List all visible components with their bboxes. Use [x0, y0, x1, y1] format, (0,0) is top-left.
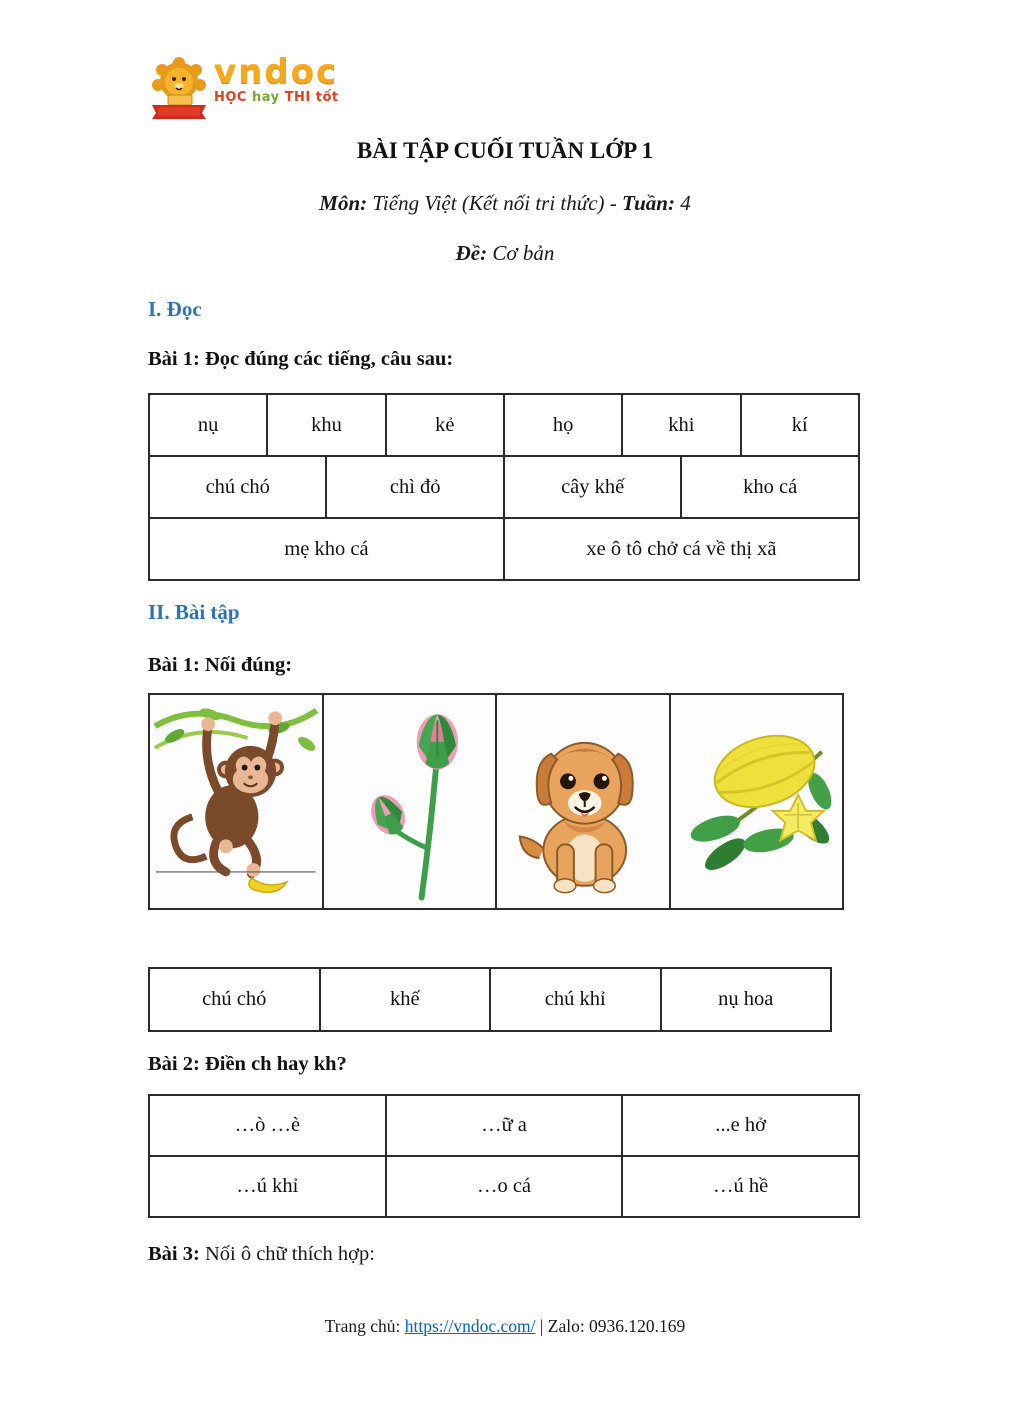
section-heading-doc: I. Đọc: [148, 297, 202, 321]
reading-cell: nụ: [149, 394, 267, 456]
document-title: BÀI TẬP CUỐI TUẦN LỚP 1: [356, 138, 654, 163]
table-row: [149, 1095, 859, 1156]
reading-cell: khi: [622, 394, 740, 456]
reading-cell: kí: [741, 394, 859, 456]
footer-prefix: Trang chủ:: [324, 1316, 405, 1336]
fill-cell: …ữ a: [386, 1095, 623, 1156]
star-fruit-image: [674, 699, 840, 905]
word-cell: chú chó: [149, 968, 320, 1031]
fill-in-table: [148, 1094, 860, 1218]
table-row: [149, 518, 859, 580]
reading-cell: chì đỏ: [326, 456, 503, 518]
tagline-hoc: HỌC: [214, 90, 247, 105]
subject-value: Tiếng Việt (Kết nối tri thức) -: [367, 191, 623, 215]
table-row: [149, 968, 831, 1031]
reading-cell: khu: [267, 394, 385, 456]
fill-cell: ...e hở: [622, 1095, 859, 1156]
picture-cell-puppy: [496, 694, 670, 909]
tagline-tot: tốt: [315, 90, 339, 105]
monkey-on-vine-image: [153, 699, 319, 905]
logo-tagline: [214, 90, 339, 105]
fill-cell: …ú hề: [622, 1156, 859, 1217]
reading-table: [148, 393, 860, 581]
fill-cell: …ú khỉ: [149, 1156, 386, 1217]
word-table: [148, 967, 832, 1032]
word-cell: chú khỉ: [490, 968, 661, 1031]
table-row: [149, 694, 843, 909]
homepage-link[interactable]: https://vndoc.com/: [404, 1316, 536, 1336]
reading-cell: xe ô tô chở cá về thị xã: [504, 518, 859, 580]
bai2-label: Bài 2: Điền ch hay kh?: [148, 1053, 347, 1075]
vndoc-logo: [148, 52, 339, 123]
logo-brand: vndoc: [214, 52, 339, 92]
table-row: [149, 394, 859, 456]
flower-buds-image: [327, 699, 493, 905]
footer-suffix: | Zalo: 0936.120.169: [535, 1316, 686, 1336]
week-label: Tuần:: [622, 191, 675, 215]
reading-cell: kẻ: [386, 394, 504, 456]
fill-cell: …o cá: [386, 1156, 623, 1217]
reading-cell: mẹ kho cá: [149, 518, 504, 580]
exam-type-label: Đề:: [455, 241, 488, 265]
word-cell: khế: [320, 968, 491, 1031]
lion-mascot-icon: [148, 55, 210, 123]
picture-table: [148, 693, 844, 910]
reading-cell: họ: [504, 394, 622, 456]
logo-text: [214, 52, 339, 105]
table-row: [149, 1156, 859, 1217]
tagline-hay: hay: [252, 90, 280, 105]
table-row: [149, 456, 859, 518]
reading-cell: chú chó: [149, 456, 326, 518]
exam-type-line: [0, 241, 1010, 266]
fill-cell: …ò …è: [149, 1095, 386, 1156]
picture-cell-starfruit: [670, 694, 844, 909]
subject-label: Môn:: [319, 191, 368, 215]
exam-type-value: Cơ bản: [487, 241, 555, 265]
bai3-label: [148, 1243, 860, 1266]
tagline-thi: THI: [284, 90, 311, 105]
bai1-doc-label: Bài 1: Đọc đúng các tiếng, câu sau:: [148, 348, 454, 370]
puppy-image: [500, 699, 666, 905]
bai3-label-bold: Bài 3:: [148, 1243, 200, 1265]
week-value: 4: [674, 191, 691, 215]
bai3-label-rest: Nối ô chữ thích hợp:: [199, 1243, 375, 1265]
bai1-noi-label: Bài 1: Nối đúng:: [148, 654, 293, 676]
reading-cell: kho cá: [681, 456, 859, 518]
reading-cell: cây khế: [504, 456, 681, 518]
picture-cell-monkey: [149, 694, 323, 909]
subject-line: [0, 191, 1010, 216]
word-cell: nụ hoa: [661, 968, 832, 1031]
picture-cell-flower-bud: [323, 694, 497, 909]
page-footer: [0, 1316, 1010, 1337]
section-heading-baitap: II. Bài tập: [148, 600, 240, 624]
